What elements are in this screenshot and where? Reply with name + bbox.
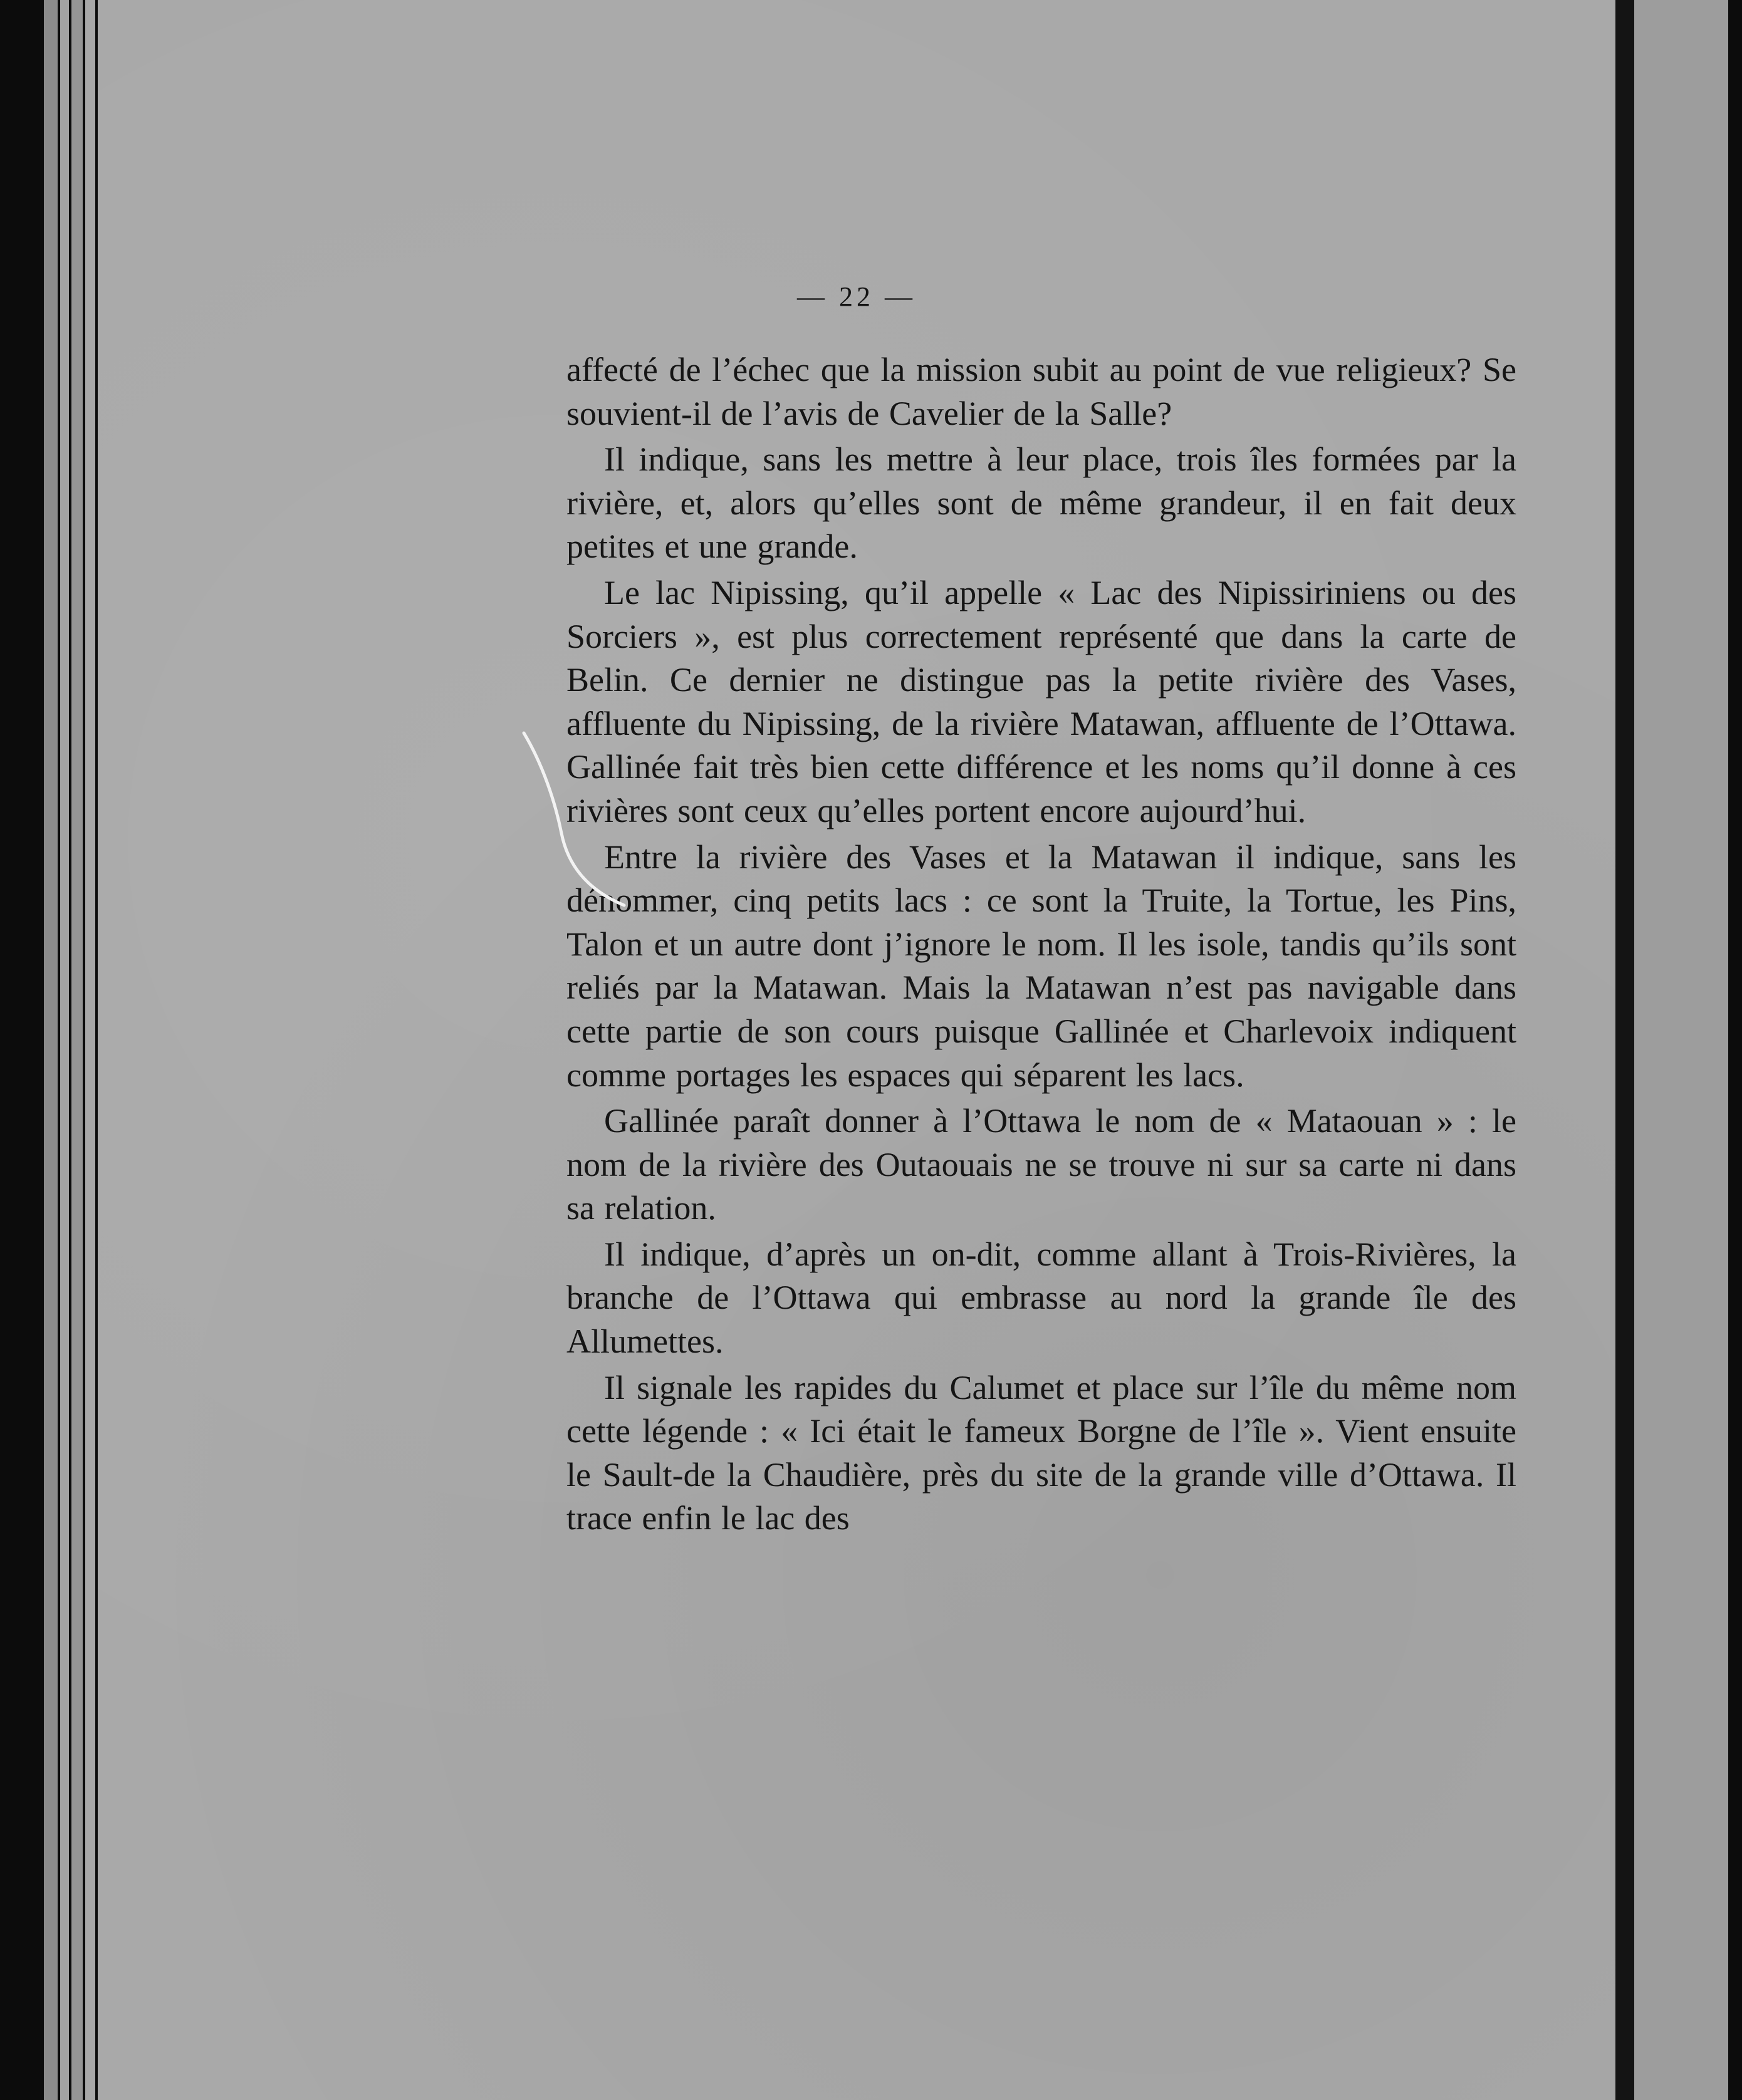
page-edge xyxy=(71,0,83,2100)
page-edge xyxy=(85,0,95,2100)
scan-border xyxy=(1728,0,1742,2100)
paragraph: Entre la rivière des Vases et la Matawan il indique, sans les dénommer, cinq petits lacs : ce sont la Truite, la Tortue, les Pins, Talon et un autre dont j’ignore le nom. Il les isole, tandis qu’ils sont reliés par la Matawan. Mais la Matawan n’est pas navigable dans cette partie de son cours puisque Gallinée et Charlevoix indiquent comme portages les espaces qui séparent les lacs. xyxy=(566,838,1516,1094)
facing-page-edge xyxy=(1634,0,1728,2100)
book-page xyxy=(98,0,1615,2100)
page-number: — 22 — xyxy=(797,281,916,312)
paragraph: affecté de l’échec que la mission subit au point de vue religieux? Se souvient-il de l’avis de Cavelier de la Salle? xyxy=(566,351,1516,432)
scan-scratch-mark xyxy=(518,727,643,908)
paragraph: Il indique, sans les mettre à leur place, trois îles formées par la rivière, et, alors qu’elles sont de même grandeur, il en fait deux petites et une grande. xyxy=(566,440,1516,566)
paragraph: Il signale les rapides du Calumet et place sur l’île du même nom cette légende : « Ici était le fameux Borgne de l’île ». Vient ensuite le Sault-de la Chaudière, près du site de la grande ville d’Ottawa. Il trace enfin le lac des xyxy=(566,1368,1516,1537)
paragraph: Le lac Nipissing, qu’il appelle « Lac des Nipissiriniens ou des Sorciers », est plus correctement représenté que dans la carte de Belin. Ce dernier ne distingue pas la petite rivière des Vases, affluente du Nipissing, de la rivière Matawan, affluente de l’Ottawa. Gallinée fait très bien cette différence et les noms qu’il donne à ces rivières sont ceux qu’elles portent encore aujourd’hui. xyxy=(566,573,1516,829)
body-text xyxy=(566,348,1516,1543)
paragraph: Il indique, d’après un on-dit, comme allant à Trois-Rivières, la branche de l’Ottawa qui embrasse au nord la grande île des Allumettes. xyxy=(566,1235,1516,1361)
paragraph: Gallinée paraît donner à l’Ottawa le nom de « Mataouan » : le nom de la rivière des Outaouais ne se trouve ni sur sa carte ni dans sa relation. xyxy=(566,1102,1516,1227)
page-edge xyxy=(60,0,69,2100)
page-edge xyxy=(44,0,58,2100)
binding-strip xyxy=(1615,0,1634,2100)
